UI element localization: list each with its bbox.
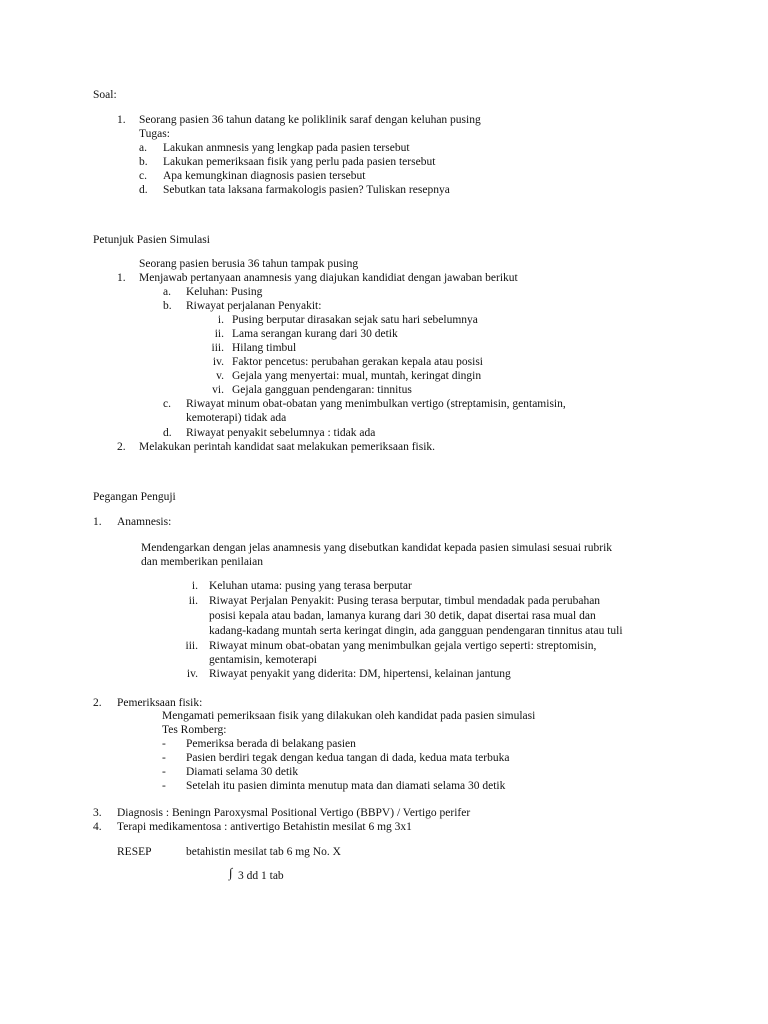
section-intro: Mendengarkan dengan jelas anamnesis yang disebutkan kandidat kepada pasien simulasi sesuai rubrik [141, 542, 613, 554]
question-text: Seorang pasien 36 tahun datang ke poliklinik saraf dengan keluhan pusing [139, 114, 481, 126]
sub-marker: c. [163, 398, 171, 410]
roman-text: Keluhan utama: pusing yang terasa berputar [209, 580, 412, 592]
list-number: 2. [117, 441, 126, 453]
section-number: 1. [93, 516, 102, 528]
roman-marker: v. [216, 370, 224, 382]
pegangan-heading: Pegangan Penguji [93, 491, 176, 503]
roman-marker: iii. [211, 342, 224, 354]
section-number: 4. [93, 821, 102, 833]
bullet-dash: - [162, 752, 166, 764]
sub-text: Riwayat perjalanan Penyakit: [186, 300, 322, 312]
bullet-dash: - [162, 738, 166, 750]
roman-marker: vi. [212, 384, 224, 396]
bullet-text: Setelah itu pasien diminta menutup mata dan diamati selama 30 detik [186, 780, 506, 792]
roman-marker: i. [217, 314, 224, 326]
roman-text-continued: gentamisin, kemoterapi [209, 654, 317, 666]
roman-text: Hilang timbul [232, 342, 297, 354]
section-title: Pemeriksaan fisik: [117, 697, 203, 709]
task-text: Sebutkan tata laksana farmakologis pasien? Tuliskan resepnya [163, 184, 450, 196]
sub-marker: d. [163, 427, 172, 439]
task-marker: c. [139, 170, 147, 182]
roman-text: Pusing berputar dirasakan sejak satu hari sebelumnya [232, 314, 478, 326]
task-text: Lakukan pemeriksaan fisik yang perlu pada pasien tersebut [163, 156, 436, 168]
list-text: Menjawab pertanyaan anamnesis yang diajukan kandidiat dengan jawaban berikut [139, 272, 518, 284]
signa-icon: ∫ [229, 865, 233, 880]
signa-text: 3 dd 1 tab [238, 870, 284, 882]
section-title: Anamnesis: [117, 516, 172, 528]
roman-text: Gejala yang menyertai: mual, muntah, keringat dingin [232, 370, 482, 382]
section-line: Mengamati pemeriksaan fisik yang dilakukan oleh kandidat pada pasien simulasi [162, 710, 536, 722]
sub-text-continued: kemoterapi) tidak ada [186, 412, 287, 424]
section-number: 2. [93, 697, 102, 709]
therapy-text: Terapi medikamentosa : antivertigo Betahistin mesilat 6 mg 3x1 [117, 821, 412, 833]
petunjuk-intro: Seorang pasien berusia 36 tahun tampak pusing [139, 258, 359, 270]
sub-text: Riwayat minum obat-obatan yang menimbulkan vertigo (streptamisin, gentamisin, [186, 398, 566, 410]
roman-marker: i. [191, 580, 198, 592]
roman-text: Riwayat minum obat-obatan yang menimbulkan gejala vertigo seperti: streptomisin, [209, 640, 597, 652]
tugas-label: Tugas: [139, 128, 170, 140]
petunjuk-heading: Petunjuk Pasien Simulasi [93, 234, 210, 246]
roman-text: Gejala gangguan pendengaran: tinnitus [232, 384, 412, 396]
resep-label: RESEP [117, 846, 152, 858]
roman-marker: iv. [212, 356, 224, 368]
task-text: Lakukan anmnesis yang lengkap pada pasien tersebut [163, 142, 410, 154]
roman-marker: iii. [185, 640, 198, 652]
bullet-dash: - [162, 780, 166, 792]
diagnosis-text: Diagnosis : Beningn Paroxysmal Positional Vertigo (BBPV) / Vertigo perifer [117, 807, 471, 819]
romberg-label: Tes Romberg: [162, 724, 227, 736]
list-number: 1. [117, 272, 126, 284]
bullet-text: Pasien berdiri tegak dengan kedua tangan di dada, kedua mata terbuka [186, 752, 510, 764]
roman-marker: ii. [188, 595, 198, 607]
bullet-text: Pemeriksa berada di belakang pasien [186, 738, 356, 750]
roman-text: Faktor pencetus: perubahan gerakan kepala atau posisi [232, 356, 483, 368]
task-text: Apa kemungkinan diagnosis pasien tersebut [163, 170, 366, 182]
bullet-text: Diamati selama 30 detik [186, 766, 299, 778]
roman-text: Riwayat Perjalan Penyakit: Pusing terasa berputar, timbul mendadak pada perubahan [209, 595, 601, 607]
soal-heading: Soal: [93, 89, 117, 101]
roman-text-continued: posisi kepala atau badan, lamanya kurang dari 30 detik, dapat disertai rasa mual dan [209, 610, 596, 622]
resep-text: betahistin mesilat tab 6 mg No. X [186, 846, 341, 858]
question-number: 1. [117, 114, 126, 126]
roman-text: Riwayat penyakit yang diderita: DM, hipertensi, kelainan jantung [209, 668, 511, 680]
roman-text-continued: kadang-kadang muntah serta keringat dingin, ada gangguan pendengaran tinnitus atau tuli [209, 625, 623, 637]
sub-text: Keluhan: Pusing [186, 286, 263, 298]
task-marker: b. [139, 156, 148, 168]
task-marker: d. [139, 184, 148, 196]
roman-marker: iv. [186, 668, 198, 680]
roman-marker: ii. [214, 328, 224, 340]
task-marker: a. [139, 142, 147, 154]
section-number: 3. [93, 807, 102, 819]
sub-marker: b. [163, 300, 172, 312]
section-intro-continued: dan memberikan penilaian [141, 556, 263, 568]
bullet-dash: - [162, 766, 166, 778]
sub-marker: a. [163, 286, 171, 298]
list-text: Melakukan perintah kandidat saat melakukan pemeriksaan fisik. [139, 441, 436, 453]
sub-text: Riwayat penyakit sebelumnya : tidak ada [186, 427, 376, 439]
roman-text: Lama serangan kurang dari 30 detik [232, 328, 398, 340]
